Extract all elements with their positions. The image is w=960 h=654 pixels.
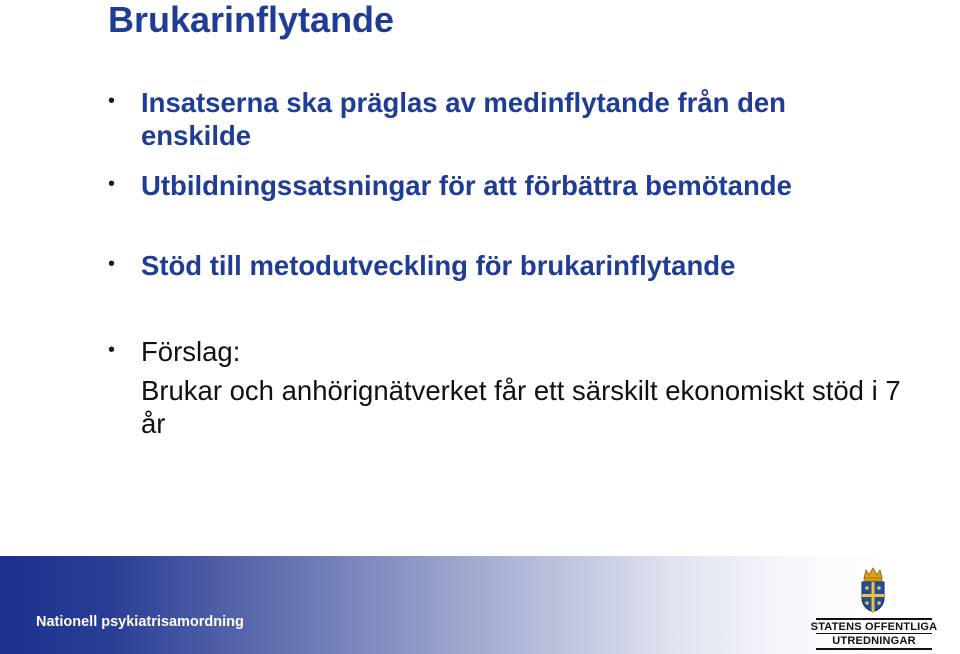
sou-logo: [806, 566, 942, 652]
bullet-text: Utbildningssatsningar för att förbättra bemötande: [141, 170, 792, 201]
logo-text-line1: STATENS OFFENTLIGA: [810, 621, 938, 633]
proposal-text: Brukar och anhörignätverket får ett särskilt ekonomiskt stöd i 7 år: [141, 375, 901, 439]
logo-divider: [816, 618, 932, 620]
bullet-dot-icon: •: [108, 90, 116, 112]
bullet-text: Förslag:: [141, 336, 241, 367]
bullet-dot-icon: •: [108, 253, 116, 275]
slide-title: Brukarinflytande: [108, 0, 395, 40]
bullet-text: Insatserna ska präglas av medinflytande från den enskilde: [141, 87, 786, 151]
footer-bar: [0, 556, 960, 654]
logo-divider: [816, 648, 932, 650]
bullet-dot-icon: •: [108, 173, 116, 195]
crown-crest-icon: [856, 566, 890, 614]
bullet-text: Stöd till metodutveckling för brukarinflytande: [141, 250, 736, 281]
bullet-dot-icon: •: [108, 339, 116, 361]
footer-text: Nationell psykiatrisamordning: [36, 614, 244, 630]
logo-divider: [816, 633, 932, 634]
logo-text-line2: UTREDNINGAR: [832, 635, 916, 647]
